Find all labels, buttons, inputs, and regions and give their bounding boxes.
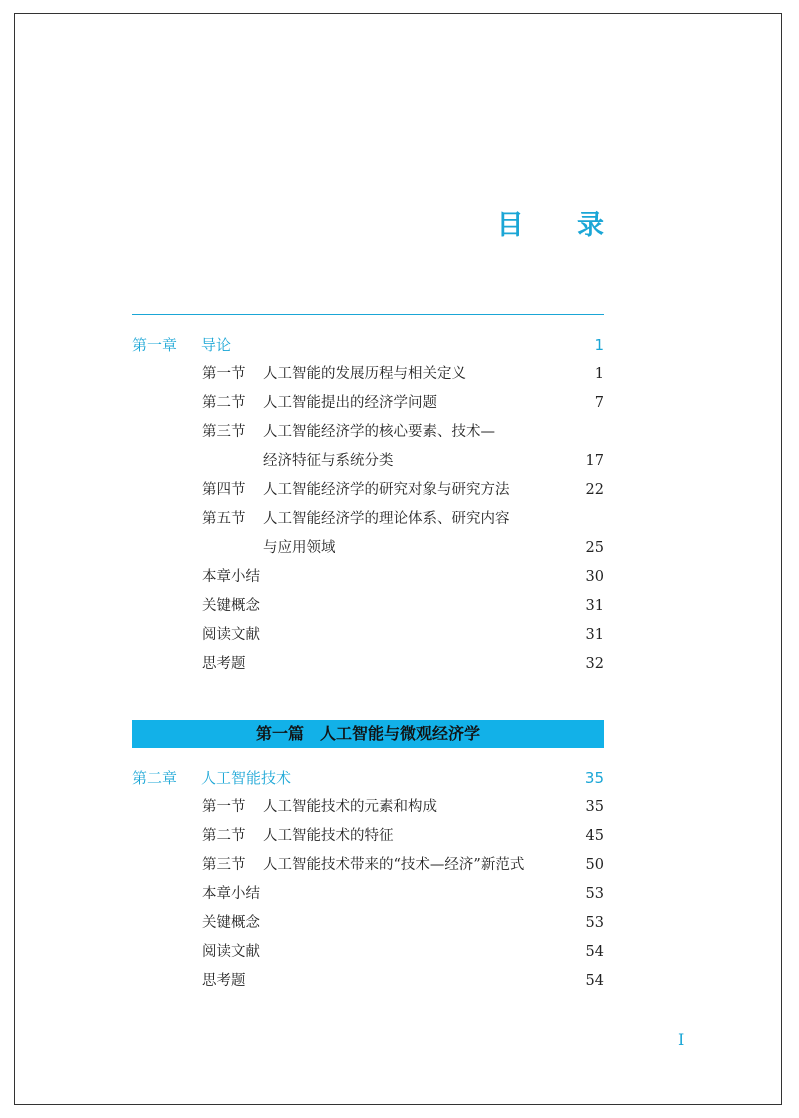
toc-readings[interactable] [132, 621, 604, 650]
toc-chapter-2[interactable] [132, 764, 604, 793]
toc-readings[interactable] [132, 938, 604, 967]
page-number: 30 [585, 569, 604, 585]
part-1-heading[interactable]: 第一篇 人工智能与微观经济学 [132, 720, 604, 748]
page-folio: I [678, 1030, 685, 1049]
page-number: 1 [594, 366, 604, 382]
toc-section[interactable] [132, 505, 604, 534]
toc-questions[interactable] [132, 967, 604, 996]
toc-summary[interactable] [132, 880, 604, 909]
page-number: 35 [584, 769, 604, 787]
toc-section[interactable] [132, 476, 604, 505]
section-title-continued: 经济特征与系统分类 [263, 453, 394, 469]
chapter-title: 导论 [201, 336, 232, 354]
section-title: 人工智能技术的特征 [263, 828, 394, 844]
page-title: 目 录 [496, 210, 626, 241]
chapter-1-toc [132, 331, 604, 679]
entry-title: 思考题 [202, 656, 246, 672]
page-number: 17 [585, 453, 604, 469]
section-title-continued: 与应用领域 [263, 540, 336, 556]
section-number: 第一节 [202, 799, 246, 815]
entry-title: 阅读文献 [202, 944, 260, 960]
page-number: 53 [585, 915, 604, 931]
page-number: 45 [585, 828, 604, 844]
page-number: 7 [594, 395, 604, 411]
section-number: 第三节 [202, 857, 246, 873]
entry-title: 本章小结 [202, 569, 260, 585]
page-number: 1 [594, 336, 604, 354]
title-rule [132, 314, 604, 315]
page-number: 32 [585, 656, 604, 672]
toc-section[interactable] [132, 822, 604, 851]
section-number: 第四节 [202, 482, 246, 498]
page-number: 53 [585, 886, 604, 902]
chapter-number: 第一章 [132, 336, 178, 354]
page-number: 31 [585, 598, 604, 614]
toc-key-concepts[interactable] [132, 592, 604, 621]
section-number: 第三节 [202, 424, 246, 440]
chapter-number: 第二章 [132, 769, 178, 787]
entry-title: 关键概念 [202, 915, 260, 931]
entry-title: 关键概念 [202, 598, 260, 614]
section-title: 人工智能提出的经济学问题 [263, 395, 437, 411]
toc-questions[interactable] [132, 650, 604, 679]
page-number: 31 [585, 627, 604, 643]
toc-section-continuation[interactable] [132, 534, 604, 563]
section-title: 人工智能的发展历程与相关定义 [263, 366, 466, 382]
page-number: 54 [585, 944, 604, 960]
toc-key-concepts[interactable] [132, 909, 604, 938]
toc-chapter-1[interactable] [132, 331, 604, 360]
page-number: 35 [585, 799, 604, 815]
toc-section[interactable] [132, 360, 604, 389]
section-title: 人工智能技术的元素和构成 [263, 799, 437, 815]
toc-summary[interactable] [132, 563, 604, 592]
section-number: 第二节 [202, 828, 246, 844]
entry-title: 本章小结 [202, 886, 260, 902]
entry-title: 阅读文献 [202, 627, 260, 643]
toc-section[interactable] [132, 389, 604, 418]
entry-title: 思考题 [202, 973, 246, 989]
section-title: 人工智能经济学的理论体系、研究内容 [263, 511, 510, 527]
section-title: 人工智能技术带来的“技术—经济”新范式 [263, 857, 525, 873]
page-number: 25 [585, 540, 604, 556]
section-title: 人工智能经济学的核心要素、技术— [263, 424, 495, 440]
section-number: 第五节 [202, 511, 246, 527]
section-title: 人工智能经济学的研究对象与研究方法 [263, 482, 510, 498]
toc-section[interactable] [132, 793, 604, 822]
page-number: 50 [585, 857, 604, 873]
toc-section-continuation[interactable] [132, 447, 604, 476]
section-number: 第二节 [202, 395, 246, 411]
page-number: 54 [585, 973, 604, 989]
chapter-title: 人工智能技术 [201, 769, 292, 787]
chapter-2-toc [132, 764, 604, 996]
toc-section[interactable] [132, 418, 604, 447]
section-number: 第一节 [202, 366, 246, 382]
page-number: 22 [585, 482, 604, 498]
toc-section[interactable] [132, 851, 604, 880]
